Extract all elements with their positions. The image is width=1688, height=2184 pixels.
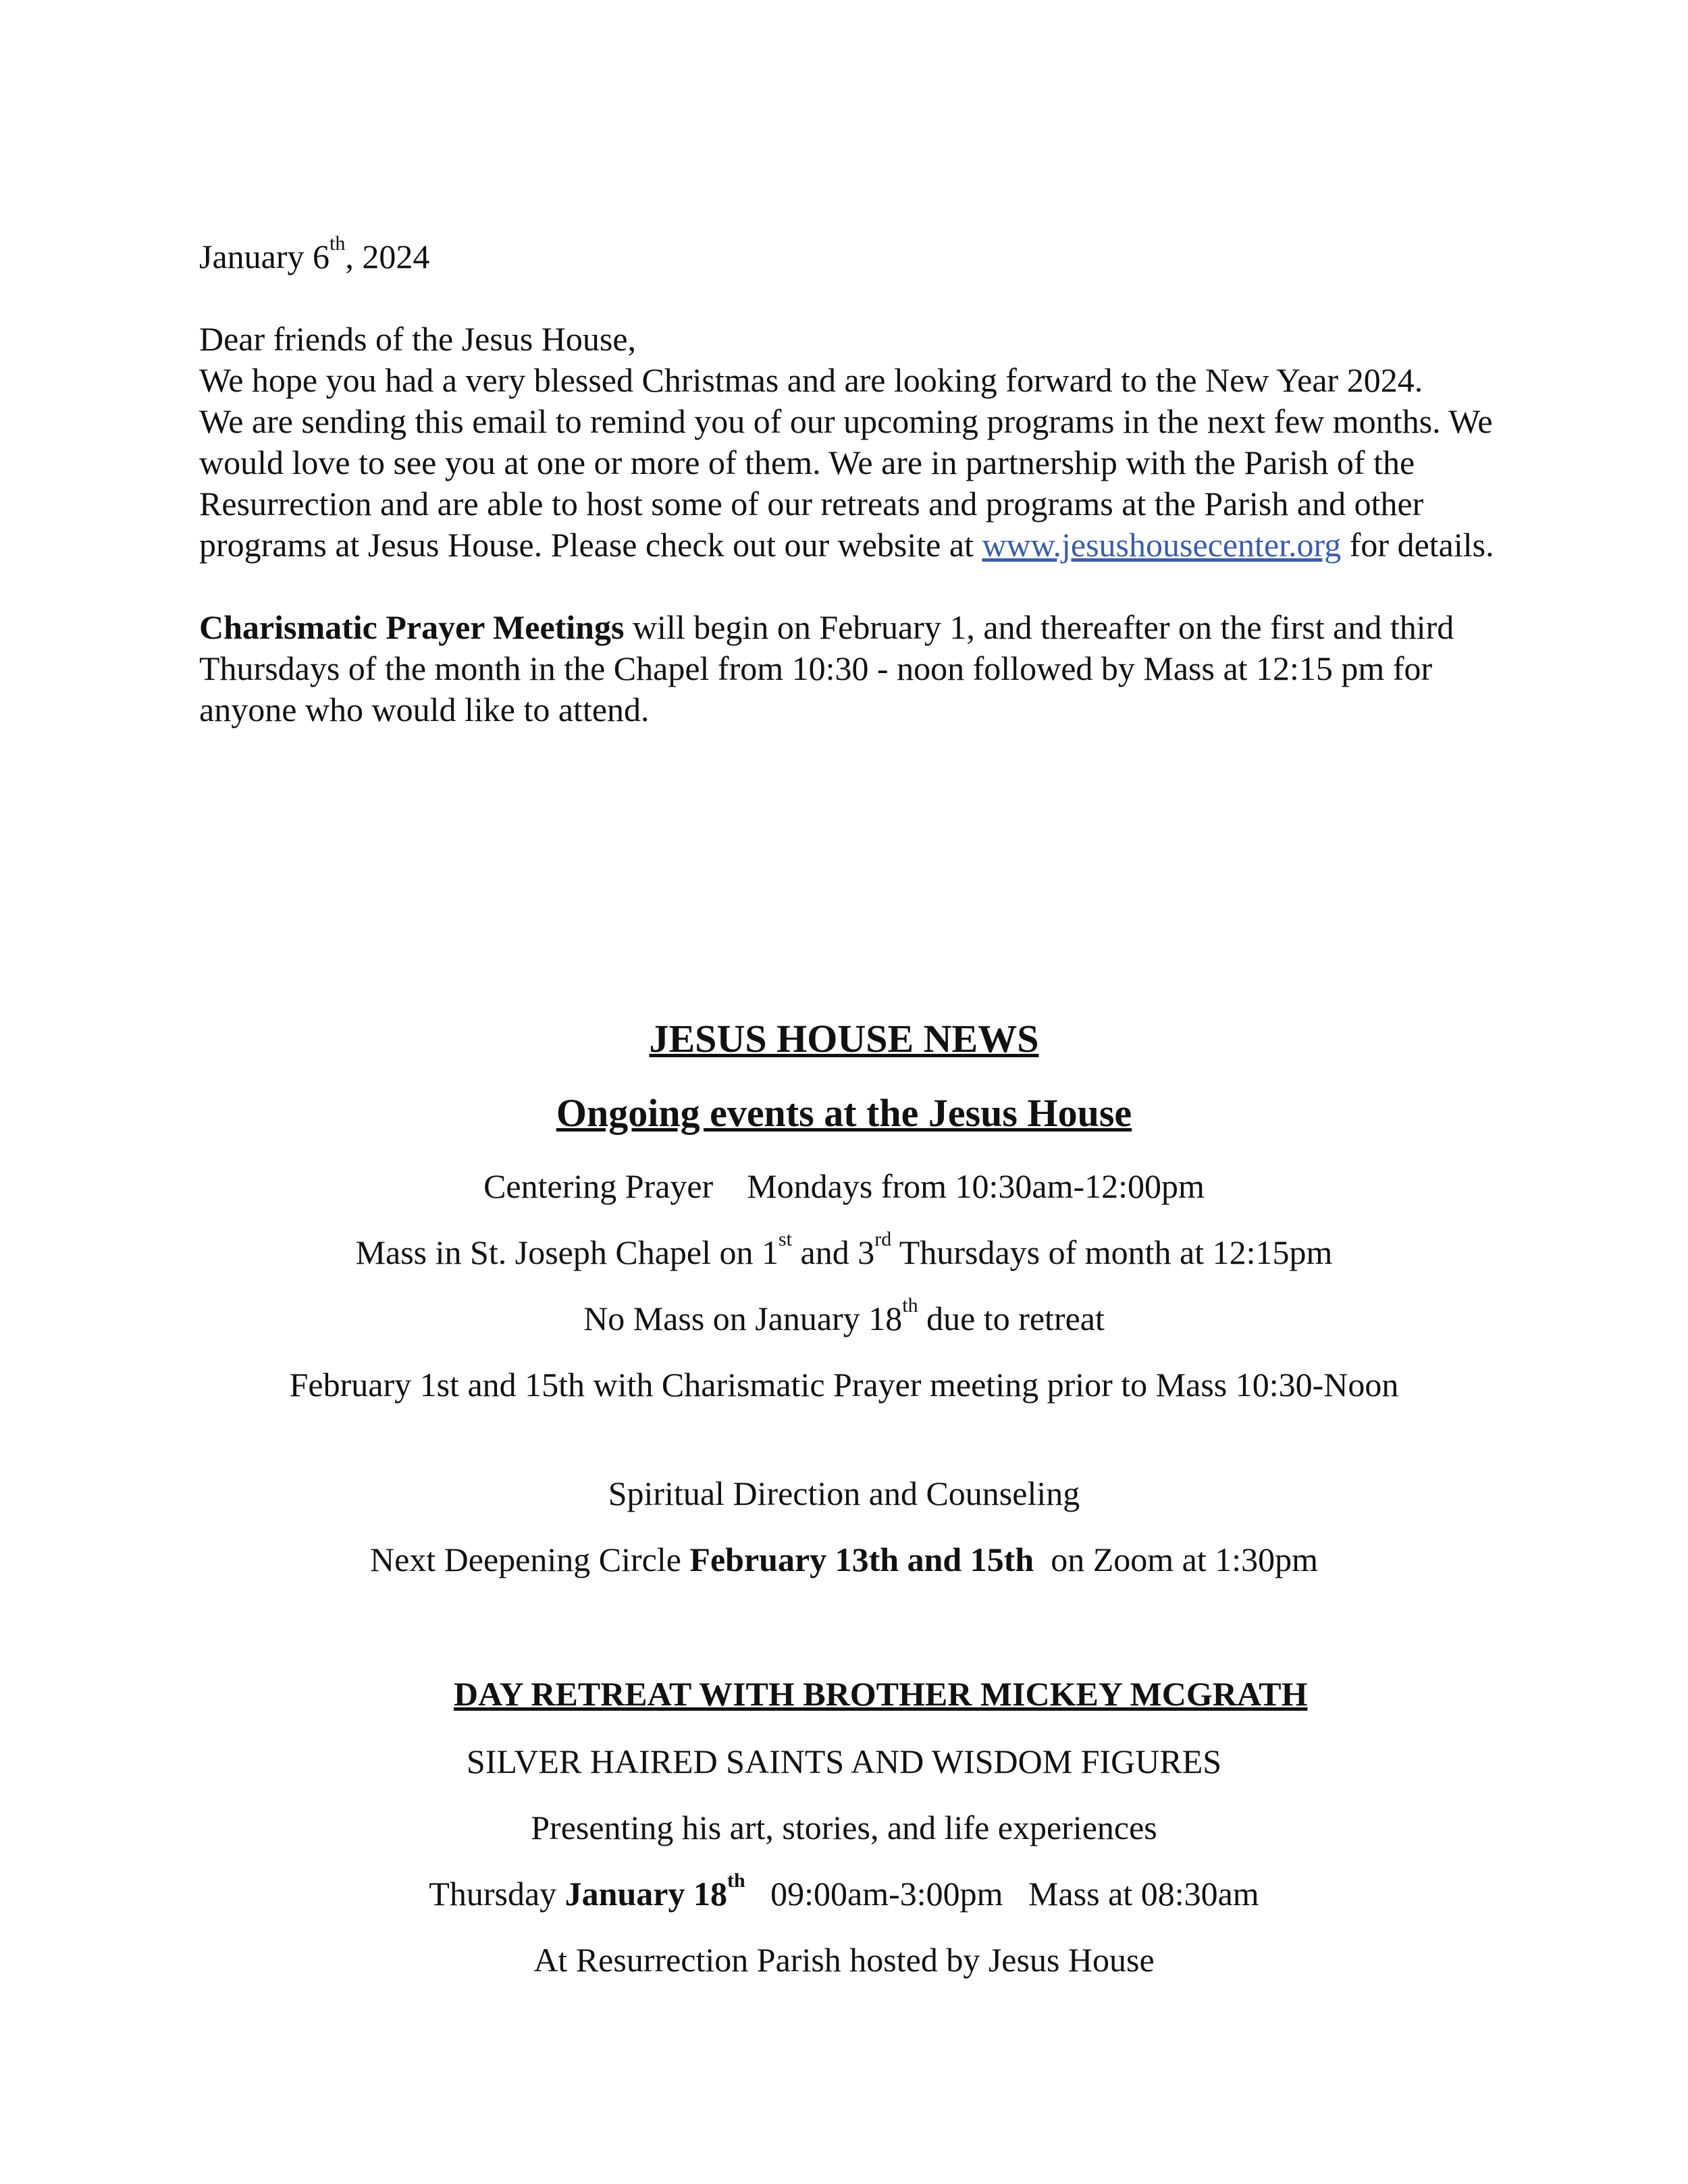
date-superscript: th [329, 232, 346, 255]
news-line-no-mass [196, 1294, 1492, 1340]
news-line-centering-prayer [196, 1165, 1492, 1208]
retreat-date: January 18 [564, 1875, 727, 1913]
february-prayer-text: February 1st and 15th with Charismatic Prayer meeting prior to Mass 10:30-Noon [289, 1366, 1399, 1404]
letter-intro [199, 232, 1506, 730]
retreat-date-sup: th [727, 1869, 745, 1892]
paragraph-prayer-meetings [199, 607, 1506, 730]
no-mass-text-end: due to retreat [918, 1300, 1105, 1337]
deepening-circle-text-end: on Zoom at 1:30pm [1034, 1541, 1318, 1578]
date-year: , 2024 [345, 238, 430, 275]
centering-prayer-text: Centering Prayer Mondays from 10:30am-12:00pm [483, 1167, 1205, 1205]
retreat-day: Thursday [429, 1875, 565, 1913]
mass-text: Mass in St. Joseph Chapel on 1 [355, 1233, 779, 1271]
retreat-description-line [196, 1806, 1492, 1849]
news-line-february [196, 1363, 1492, 1406]
retreat-subtitle: SILVER HAIRED SAINTS AND WISDOM FIGURES [466, 1742, 1222, 1780]
news-line-mass [196, 1228, 1492, 1274]
date-text: January 6 [199, 238, 329, 275]
mass-text-end: Thursdays of month at 12:15pm [891, 1233, 1333, 1271]
retreat-when-line [196, 1869, 1492, 1915]
retreat-location: At Resurrection Parish hosted by Jesus House [533, 1941, 1155, 1979]
deepening-circle-dates: February 13th and 15th [689, 1541, 1034, 1578]
news-line-deepening-circle [196, 1538, 1492, 1581]
retreat-subtitle-line [196, 1740, 1492, 1783]
retreat-description: Presenting his art, stories, and life experiences [531, 1809, 1157, 1846]
deepening-circle-text: Next Deepening Circle [369, 1541, 690, 1578]
no-mass-sup: th [902, 1294, 918, 1316]
programs-text-end: for details. [1341, 526, 1494, 564]
paragraph-christmas: We hope you had a very blessed Christmas and are looking forward to the New Year 2024. [199, 361, 1423, 399]
mass-text-and: and 3 [792, 1233, 875, 1271]
news-subtitle: Ongoing events at the Jesus House [556, 1091, 1132, 1135]
mass-sup-first: st [778, 1228, 792, 1250]
mass-sup-third: rd [874, 1228, 892, 1250]
news-line-spiritual-direction [196, 1472, 1492, 1515]
retreat-times: 09:00am-3:00pm Mass at 08:30am [745, 1875, 1259, 1913]
retreat-title: DAY RETREAT WITH BROTHER MICKEY MCGRATH [454, 1675, 1308, 1713]
programs-text: We are sending this email to remind you of our upcoming programs in the next few months. We would love to see you at one or more of them. We are in partnership with the Parish of the Resurrection and are able to host some of our retreats and programs at the Parish and other programs at Jesus House. Please check out our website at [199, 402, 1493, 564]
no-mass-text: No Mass on January 18 [583, 1300, 903, 1337]
news-title: JESUS HOUSE NEWS [649, 1017, 1039, 1061]
prayer-meetings-text: will begin on February 1, and thereafter on the first and third Thursdays of the month in the Chapel from 10:30 - noon followed by Mass at 12:15 pm for anyone who would like to attend. [199, 608, 1454, 728]
paragraph-programs [199, 401, 1506, 566]
spiritual-direction-text: Spiritual Direction and Counseling [608, 1474, 1080, 1512]
website-link[interactable]: www.jesushousecenter.org [982, 526, 1342, 564]
retreat-where-line [196, 1938, 1492, 1981]
greeting: Dear friends of the Jesus House, [199, 320, 637, 358]
letter-date [199, 232, 1506, 277]
prayer-meetings-heading: Charismatic Prayer Meetings [199, 608, 625, 646]
